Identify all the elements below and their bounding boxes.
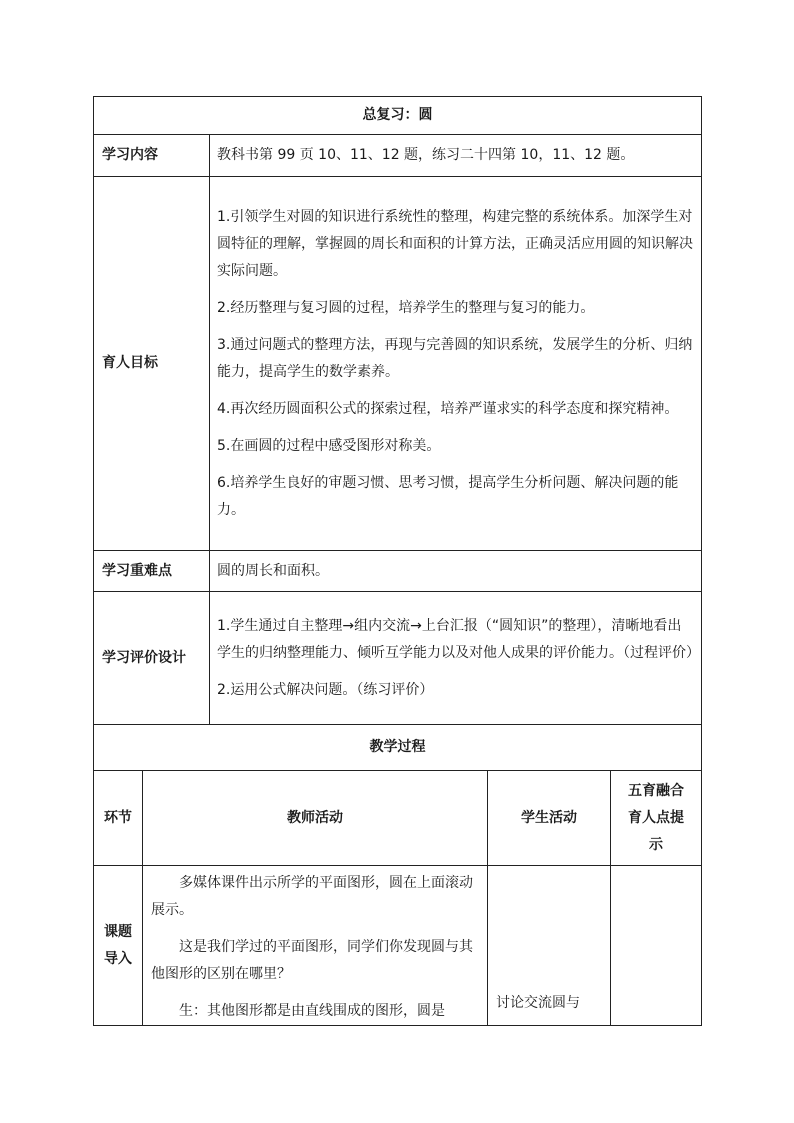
goals-list [210, 177, 702, 551]
teacher-activity-paragraph: 这是我们学过的平面图形，同学们你发现圆与其他图形的区别在哪里？ [151, 939, 473, 982]
stage-cell: 课题导入 [94, 866, 143, 1026]
content-text: 教科书第 99 页 10、11、12 题，练习二十四第 10，11、12 题。 [210, 135, 702, 177]
col-header-teacher: 教师活动 [143, 771, 488, 866]
key-points-text: 圆的周长和面积。 [210, 551, 702, 592]
col-header-tip: 五育融合育人点提示 [611, 771, 702, 866]
teacher-activity-cell [143, 866, 488, 1026]
goal-item: 6.培养学生良好的审题习惯、思考习惯，提高学生分析问题、解决问题的能力。 [217, 474, 679, 518]
document-title: 总复习：圆 [94, 97, 702, 135]
tip-cell [611, 866, 702, 1026]
goal-item: 4.再次经历圆面积公式的探索过程，培养严谨求实的科学态度和探究精神。 [217, 400, 679, 417]
key-points-label: 学习重难点 [94, 551, 210, 592]
col-header-stage: 环节 [94, 771, 143, 866]
student-activity-cell: 讨论交流圆与 [488, 866, 611, 1026]
evaluation-label: 学习评价设计 [94, 592, 210, 725]
evaluation-item: 2.运用公式解决问题。（练习评价） [217, 681, 434, 698]
lesson-plan-table [93, 96, 702, 1026]
goals-label: 育人目标 [94, 177, 210, 551]
goal-item: 5.在画圆的过程中感受图形对称美。 [217, 437, 441, 454]
process-heading: 教学过程 [94, 725, 702, 771]
teacher-activity-paragraph: 多媒体课件出示所学的平面图形，圆在上面滚动展示。 [151, 875, 473, 918]
col-header-student: 学生活动 [488, 771, 611, 866]
content-label: 学习内容 [94, 135, 210, 177]
goal-item: 2.经历整理与复习圆的过程，培养学生的整理与复习的能力。 [217, 299, 595, 316]
evaluation-item: 1.学生通过自主整理→组内交流→上台汇报（“圆知识”的整理），清晰地看出学生的归纳整理能力、倾听互学能力以及对他人成果的评价能力。（过程评价） [217, 617, 700, 661]
teacher-activity-paragraph: 生：其他图形都是由直线围成的图形，圆是 [179, 1003, 445, 1019]
goal-item: 3.通过问题式的整理方法，再现与完善圆的知识系统，发展学生的分析、归纳能力，提高学生的数学素养。 [217, 336, 693, 380]
goal-item: 1.引领学生对圆的知识进行系统性的整理，构建完整的系统体系。加深学生对圆特征的理解，掌握圆的周长和面积的计算方法，正确灵活应用圆的知识解决实际问题。 [217, 208, 693, 279]
evaluation-list [210, 592, 702, 725]
